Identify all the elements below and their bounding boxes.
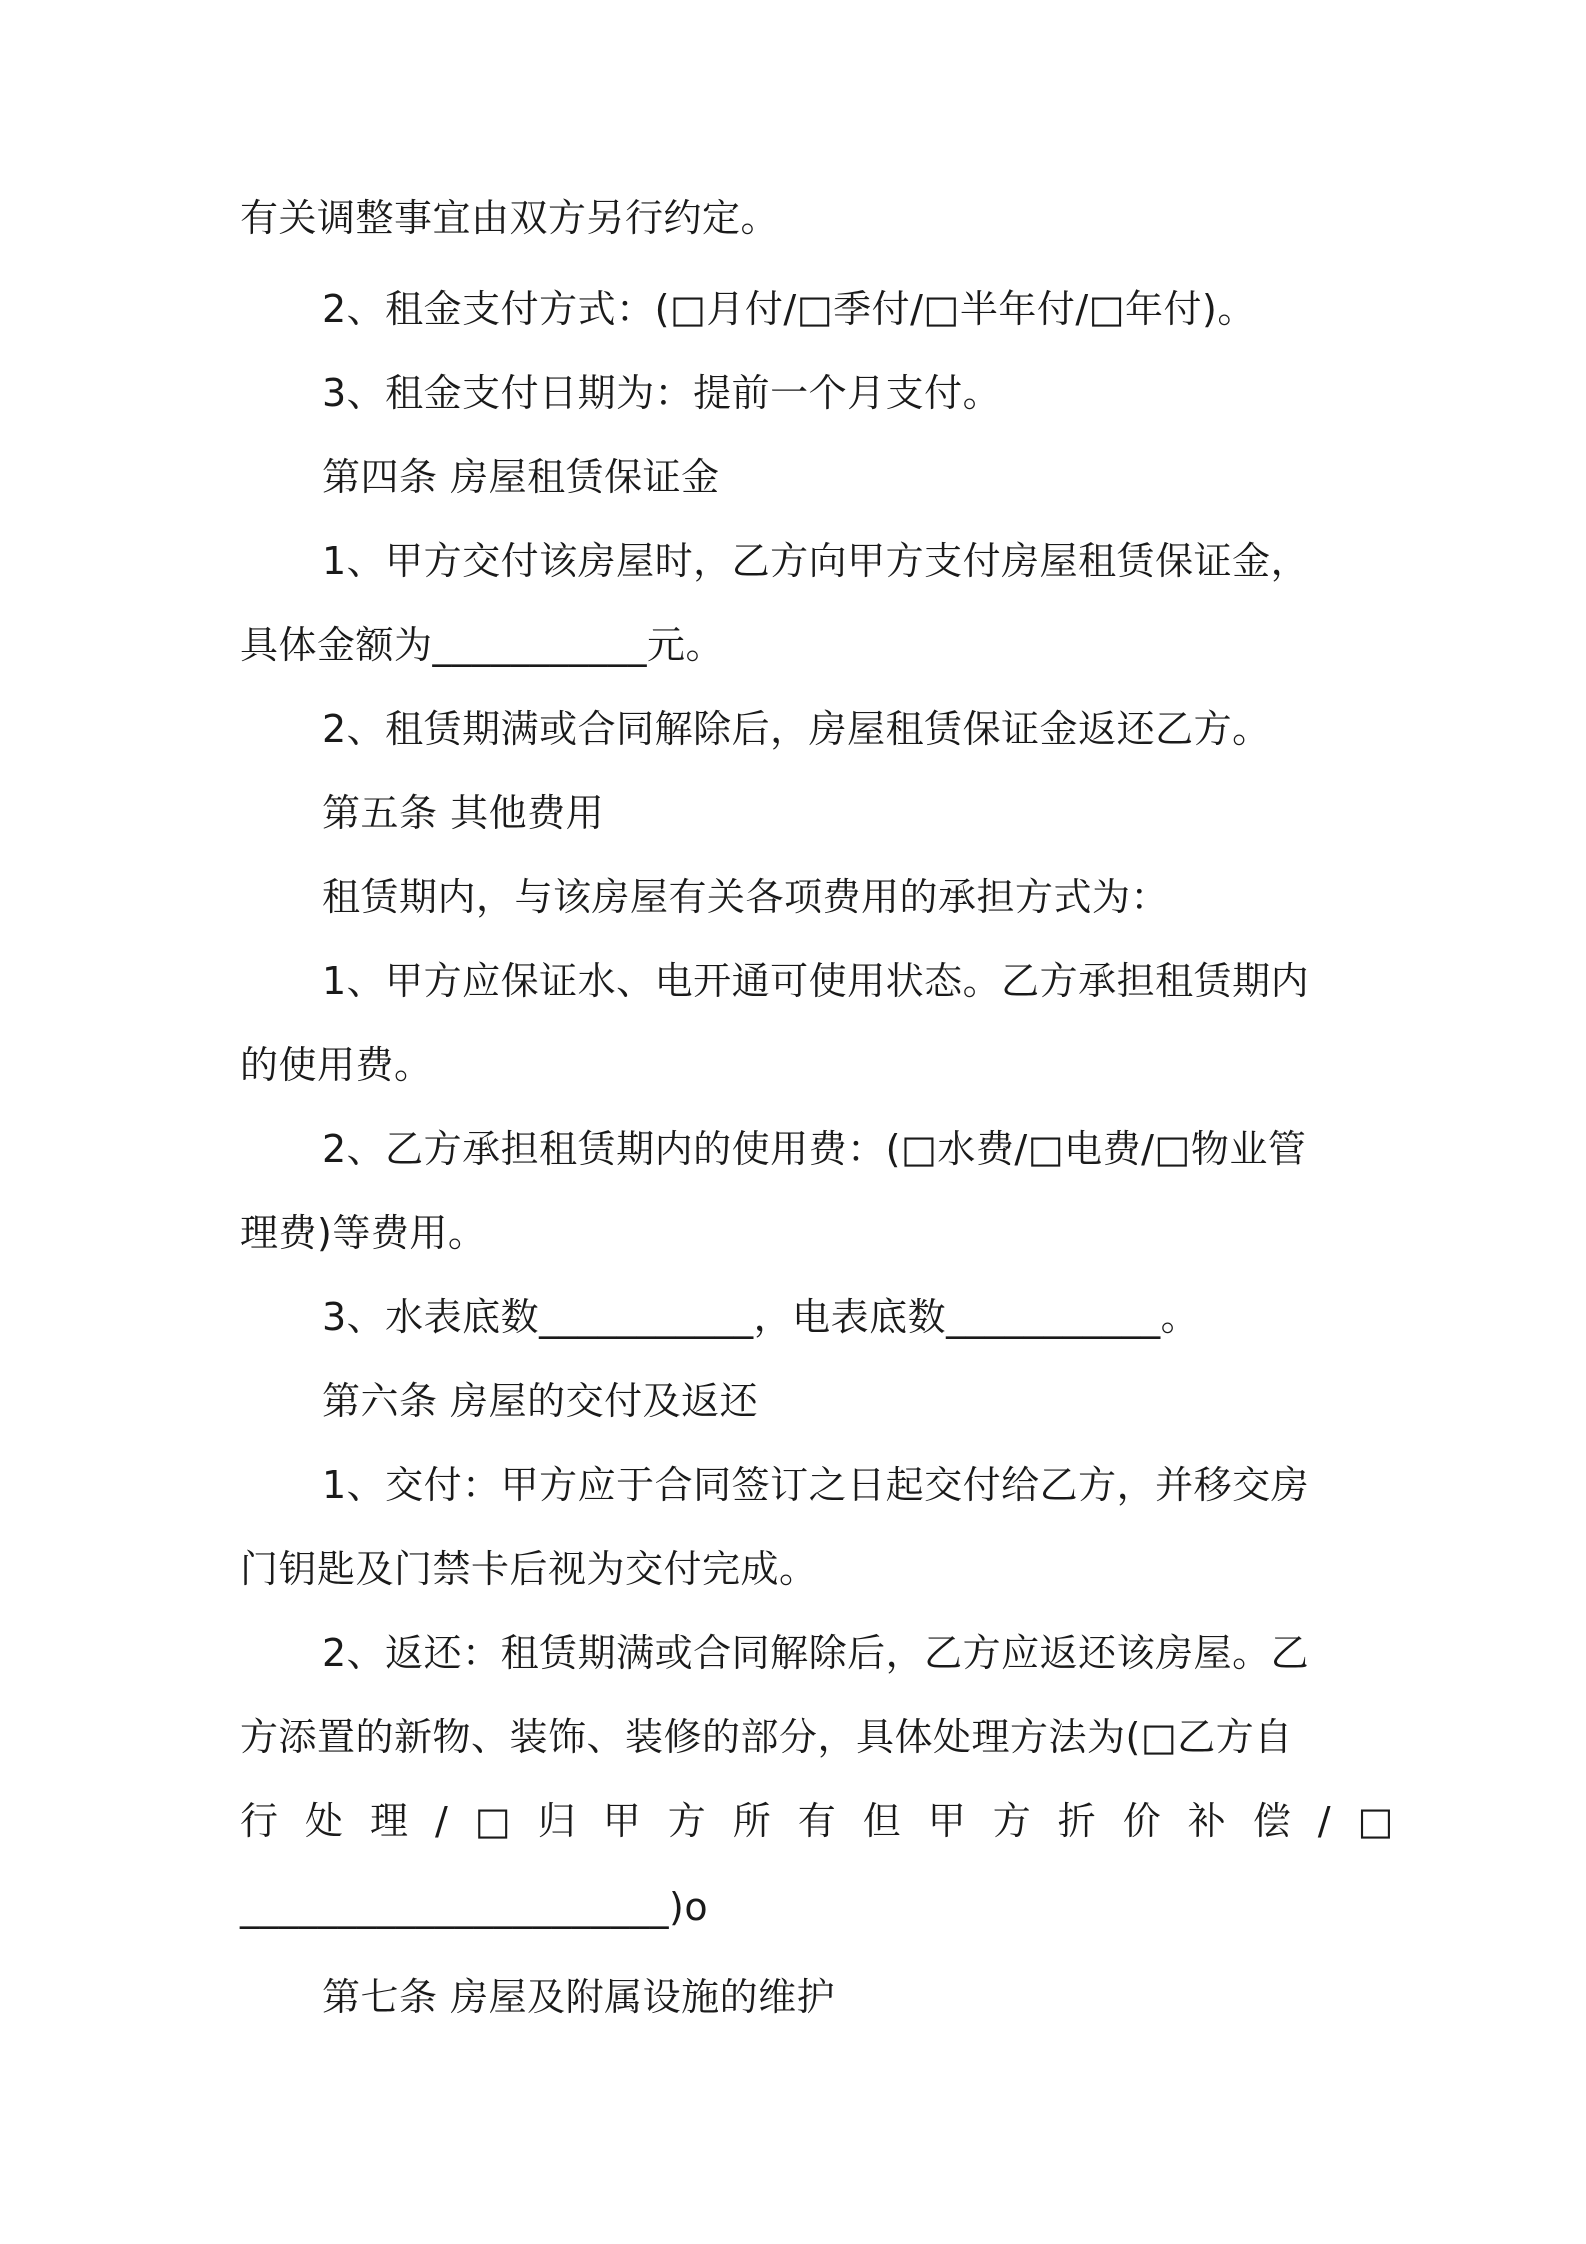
section-heading: 第七条 房屋及附属设施的维护	[322, 1975, 836, 2019]
text-line: 1、甲方交付该房屋时，乙方向甲方支付房屋租赁保证金，	[322, 539, 1310, 583]
section-heading: 第四条 房屋租赁保证金	[322, 455, 720, 499]
section-heading: 第五条 其他费用	[322, 791, 605, 835]
section-heading: 第六条 房屋的交付及返还	[322, 1379, 759, 1423]
text-line: 门钥匙及门禁卡后视为交付完成。	[240, 1547, 818, 1591]
text-line: 3、水表底数___________，电表底数___________。	[322, 1295, 1200, 1339]
text-line: 2、乙方承担租赁期内的使用费：(□水费/□电费/□物业管	[322, 1127, 1307, 1171]
text-line: 有关调整事宜由双方另行约定。	[240, 196, 780, 240]
text-line: 租赁期内，与该房屋有关各项费用的承担方式为：	[322, 875, 1170, 919]
text-line: 1、交付：甲方应于合同签订之日起交付给乙方，并移交房	[322, 1463, 1310, 1507]
text-line: ______________________)o	[240, 1885, 709, 1929]
text-line: 具体金额为___________元。	[240, 623, 725, 667]
text-line: 的使用费。	[240, 1043, 433, 1087]
text-line: 2、返还：租赁期满或合同解除后，乙方应返还该房屋。乙	[322, 1631, 1310, 1675]
text-line: 方添置的新物、装饰、装修的部分，具体处理方法为(□乙方自	[240, 1715, 1293, 1759]
text-line: 1、甲方应保证水、电开通可使用状态。乙方承担租赁期内	[322, 959, 1310, 1003]
text-line: 3、租金支付日期为：提前一个月支付。	[322, 371, 1002, 415]
text-line: 行处理/□归甲方所有但甲方折价补偿/□	[240, 1799, 1421, 1843]
text-line: 2、租赁期满或合同解除后，房屋租赁保证金返还乙方。	[322, 707, 1271, 751]
text-line: 2、租金支付方式：(□月付/□季付/□半年付/□年付)。	[322, 287, 1256, 331]
text-line: 理费)等费用。	[240, 1211, 487, 1255]
